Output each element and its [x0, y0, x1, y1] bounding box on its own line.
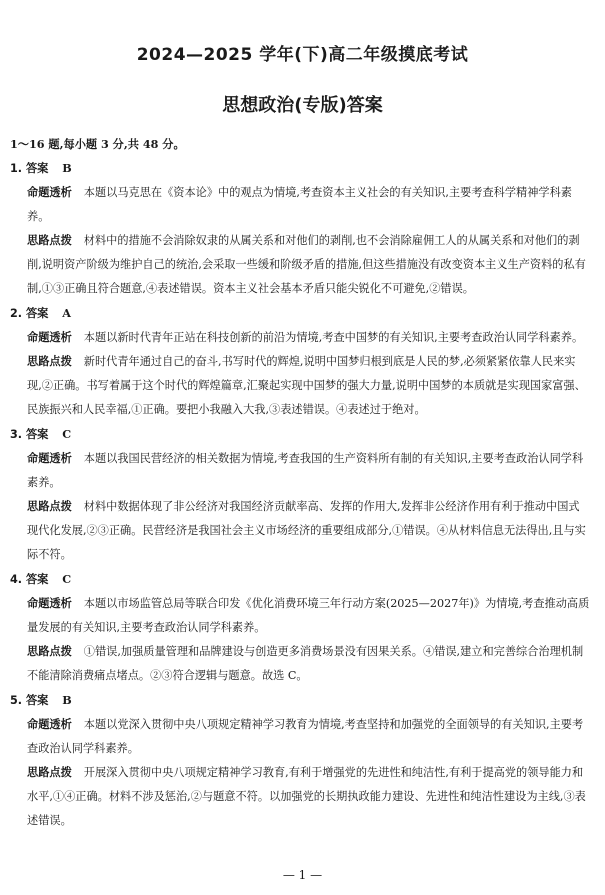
- answer-title: 思想政治(专版)答案: [222, 95, 383, 116]
- analysis-text: 本题以市场监管总局等联合印发《优化消费环境三年行动方案(2025—2027年)》为情境,考查推动高质量发展的有关知识,主要考查政治认同学科素养。: [27, 597, 590, 634]
- guide-text: 新时代青年通过自己的奋斗,书写时代的辉煌,说明中国梦归根到底是人民的梦,必须紧紧依靠人民来实现,②正确。书写着属于这个时代的辉煌篇章,汇聚起实现中国梦的强大力量,说明中国梦的本质就是实现国家富强、民族振兴和人民幸福,①正确。要把小我融入大我,③表述错误。④表述过于绝对。: [27, 355, 586, 416]
- analysis-text: 本题以马克思在《资本论》中的观点为情境,考查资本主义社会的有关知识,主要考查科学精神学科素养。: [27, 186, 572, 223]
- question-header: [10, 156, 590, 181]
- answer-content: [10, 132, 590, 833]
- question-block-1: [10, 156, 590, 301]
- question-number: 1.: [10, 162, 23, 175]
- analysis-label: 命题透析: [27, 452, 72, 465]
- guide-paragraph: [27, 761, 590, 833]
- page-number: — 1 —: [282, 868, 323, 882]
- analysis-text: 本题以党深入贯彻中央八项规定精神学习教育为情境,考查坚持和加强党的全面领导的有关知识,主要考查政治认同学科素养。: [27, 718, 584, 755]
- analysis-label: 命题透析: [27, 186, 72, 199]
- analysis-text: 本题以新时代青年正站在科技创新的前沿为情境,考查中国梦的有关知识,主要考查政治认同学科素养。: [83, 331, 584, 344]
- guide-label: 思路点拨: [27, 355, 72, 368]
- guide-text: 材料中的措施不会消除奴隶的从属关系和对他们的剥削,也不会消除雇佣工人的从属关系和对他们的剥削,说明资产阶级为维护自己的统治,会采取一些缓和阶级矛盾的措施,但这些措施没有改变资本主义生产资料的私有制,①③正确且符合题意,④表述错误。资本主义社会基本矛盾只能尖锐化不可避免,②错误。: [27, 234, 586, 295]
- question-number: 2.: [10, 307, 23, 320]
- analysis-paragraph: [27, 181, 590, 229]
- answer-label: 答案: [25, 572, 49, 586]
- answer-label: 答案: [25, 306, 49, 320]
- analysis-label: 命题透析: [27, 331, 72, 344]
- answer-value: A: [62, 306, 71, 320]
- question-header: [10, 422, 590, 447]
- analysis-paragraph: [27, 592, 590, 640]
- question-block-3: [10, 422, 590, 567]
- question-block-5: [10, 688, 590, 833]
- guide-paragraph: [27, 229, 590, 301]
- question-number: 4.: [10, 573, 23, 586]
- answer-label: 答案: [25, 693, 49, 707]
- guide-paragraph: [27, 350, 590, 422]
- answer-value: C: [62, 572, 72, 586]
- question-number: 5.: [10, 694, 23, 707]
- guide-label: 思路点拨: [27, 645, 72, 658]
- answer-value: B: [62, 693, 72, 707]
- guide-label: 思路点拨: [27, 500, 72, 513]
- question-block-2: [10, 301, 590, 422]
- guide-paragraph: [27, 495, 590, 567]
- analysis-text: 本题以我国民营经济的相关数据为情境,考查我国的生产资料所有制的有关知识,主要考查政治认同学科素养。: [27, 452, 584, 489]
- guide-paragraph: [27, 640, 590, 688]
- intro-line: 1～16 题,每小题 3 分,共 48 分。: [10, 137, 185, 151]
- answer-value: B: [62, 161, 72, 175]
- question-number: 3.: [10, 428, 23, 441]
- question-block-4: [10, 567, 590, 688]
- guide-text: 开展深入贯彻中央八项规定精神学习教育,有利于增强党的先进性和纯洁性,有利于提高党的领导能力和水平,①④正确。材料不涉及惩治,②与题意不符。以加强党的长期执政能力建设、先进性和纯洁性建设为主线,③表述错误。: [27, 766, 586, 827]
- guide-text: 材料中数据体现了非公经济对我国经济贡献率高、发挥的作用大,发挥非公经济作用有利于推动中国式现代化发展,②③正确。民营经济是我国社会主义市场经济的重要组成部分,①错误。④从材料信息无法得出,且与实际不符。: [27, 500, 586, 561]
- guide-label: 思路点拨: [27, 234, 72, 247]
- analysis-label: 命题透析: [27, 597, 72, 610]
- question-header: [10, 567, 590, 592]
- exam-title: 2024—2025 学年(下)高二年级摸底考试: [136, 45, 469, 65]
- analysis-paragraph: [27, 447, 590, 495]
- question-header: [10, 688, 590, 713]
- analysis-paragraph: [27, 326, 590, 350]
- answer-label: 答案: [25, 427, 49, 441]
- guide-text: ①错误,加强质量管理和品牌建设与创造更多消费场景没有因果关系。④错误,建立和完善综合治理机制不能清除消费痛点堵点。②③符合逻辑与题意。故选 C。: [27, 645, 584, 682]
- answer-value: C: [62, 427, 72, 441]
- question-header: [10, 301, 590, 326]
- analysis-paragraph: [27, 713, 590, 761]
- answer-label: 答案: [25, 161, 49, 175]
- analysis-label: 命题透析: [27, 718, 72, 731]
- guide-label: 思路点拨: [27, 766, 72, 779]
